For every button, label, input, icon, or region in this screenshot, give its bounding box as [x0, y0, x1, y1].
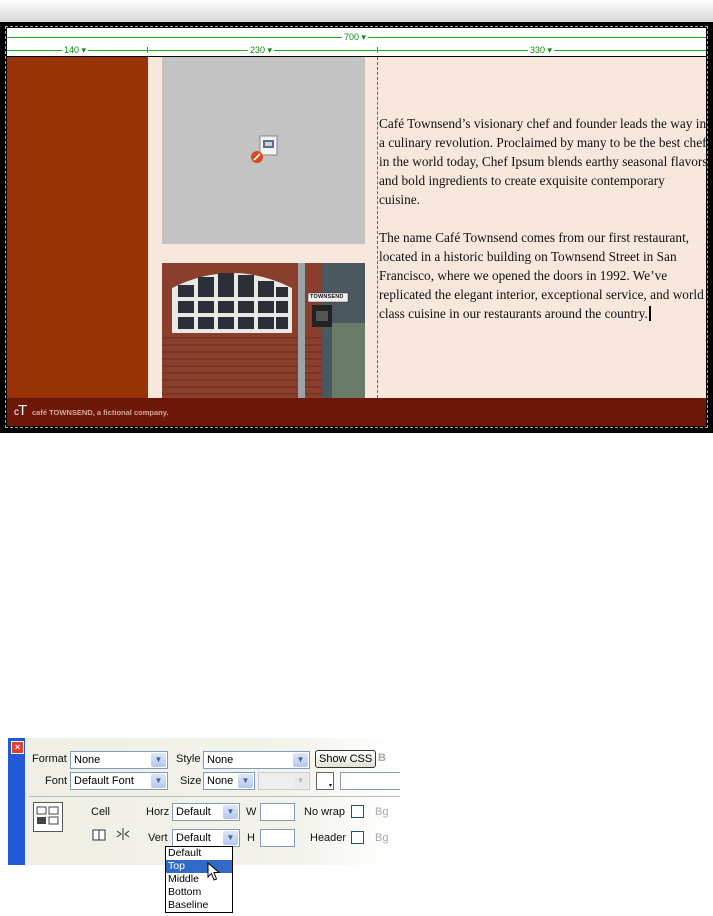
font-label: Font [45, 775, 68, 787]
mouse-pointer-icon [207, 862, 221, 882]
vert-dropdown-list[interactable] [165, 846, 233, 913]
left-column-cell[interactable] [7, 57, 148, 398]
chevron-down-icon: ▼ [223, 831, 238, 845]
format-select[interactable]: None ▼ [70, 751, 168, 769]
table-width-rulers [7, 28, 706, 56]
merge-cells-icon[interactable] [92, 829, 106, 841]
height-label: H [247, 832, 255, 844]
chevron-down-icon: ▼ [238, 774, 253, 788]
style-select[interactable]: None ▼ [203, 751, 310, 769]
vert-option-baseline[interactable]: Baseline [168, 899, 209, 911]
spacer-area [148, 57, 162, 398]
photo-image [162, 263, 365, 398]
vert-label: Vert [148, 832, 168, 844]
nowrap-checkbox[interactable] [351, 805, 364, 818]
footer-row[interactable] [7, 398, 706, 426]
chevron-down-icon: ▼ [293, 774, 308, 788]
table-cell-icon [33, 802, 63, 832]
header-checkbox[interactable] [351, 831, 364, 844]
bg-label-2: Bg [375, 832, 389, 844]
height-input[interactable] [260, 829, 295, 847]
vert-select[interactable]: Default ▼ [172, 829, 240, 847]
vert-option-default[interactable]: Default [168, 847, 202, 859]
footer-logo: cT [14, 402, 27, 419]
ruler-col3-width[interactable]: 330 ▾ [530, 45, 553, 55]
history-paragraph[interactable]: The name Café Townsend comes from our first restaurant, located in a historic building on Townsend Street in San Francisco, where we opened the doors in 1992. We’ve replicated the elegant interior, exceptional service, and world class cuisine in our restaurants around the country. [379, 230, 704, 321]
size-unit-select [258, 772, 310, 790]
size-select[interactable]: None ▼ [203, 772, 255, 790]
nowrap-label: No wrap [304, 806, 345, 818]
vert-option-top[interactable]: Top [166, 860, 232, 873]
width-label: W [246, 806, 257, 818]
design-view [0, 0, 713, 433]
middle-column-cell[interactable] [162, 57, 377, 398]
image-placeholder[interactable] [162, 57, 365, 244]
horz-select[interactable]: Default ▼ [172, 803, 240, 821]
townsend-street-photo[interactable] [162, 263, 365, 398]
text-caret [649, 306, 651, 321]
inspector-title-stripe[interactable] [8, 738, 25, 865]
split-cell-icon[interactable] [116, 827, 130, 841]
header-label: Header [310, 832, 347, 844]
style-label: Style [176, 753, 201, 765]
chevron-down-icon: ▼ [293, 753, 308, 767]
size-label: Size [180, 775, 202, 787]
vert-option-middle[interactable]: Middle [168, 873, 199, 885]
width-input[interactable] [260, 803, 295, 821]
document-toolbar [0, 0, 713, 22]
chef-paragraph[interactable]: Café Townsend’s visionary chef and founder leads the way in a culinary revolution. Proclaimed by many to be the best chef in the world today, Chef Ipsum blends earthy seasonal flavors and bold ingredients to create exquisite contemporary cuisine. [379, 116, 708, 207]
close-icon[interactable]: × [11, 741, 24, 754]
horz-label: Horz [146, 806, 170, 818]
vert-option-bottom[interactable]: Bottom [168, 886, 202, 898]
bg-label-1: Bg [375, 806, 389, 818]
chevron-down-icon: ▾ [328, 783, 332, 789]
text-color-input[interactable] [340, 772, 400, 790]
cell-label: Cell [91, 806, 110, 818]
font-select[interactable]: Default Font ▼ [70, 772, 168, 790]
ruler-col2-width[interactable]: 230 ▾ [250, 45, 273, 55]
chevron-down-icon: ▼ [223, 805, 238, 819]
bold-button[interactable]: B [378, 752, 386, 764]
ruler-table-width[interactable]: 700 ▾ [344, 32, 367, 42]
street-sign-text: TOWNSEND [310, 294, 344, 300]
chevron-down-icon: ▼ [151, 774, 166, 788]
show-css-button[interactable]: Show CSS [315, 750, 376, 768]
right-column-cell[interactable] [377, 57, 706, 398]
format-label: Format [32, 753, 67, 765]
chevron-down-icon: ▼ [151, 753, 166, 767]
ruler-col1-width[interactable]: 140 ▾ [64, 45, 87, 55]
media-plugin-icon [248, 133, 280, 165]
footer-text: café TOWNSEND, a fictional company. [32, 408, 169, 417]
text-color-swatch[interactable] [316, 772, 334, 790]
